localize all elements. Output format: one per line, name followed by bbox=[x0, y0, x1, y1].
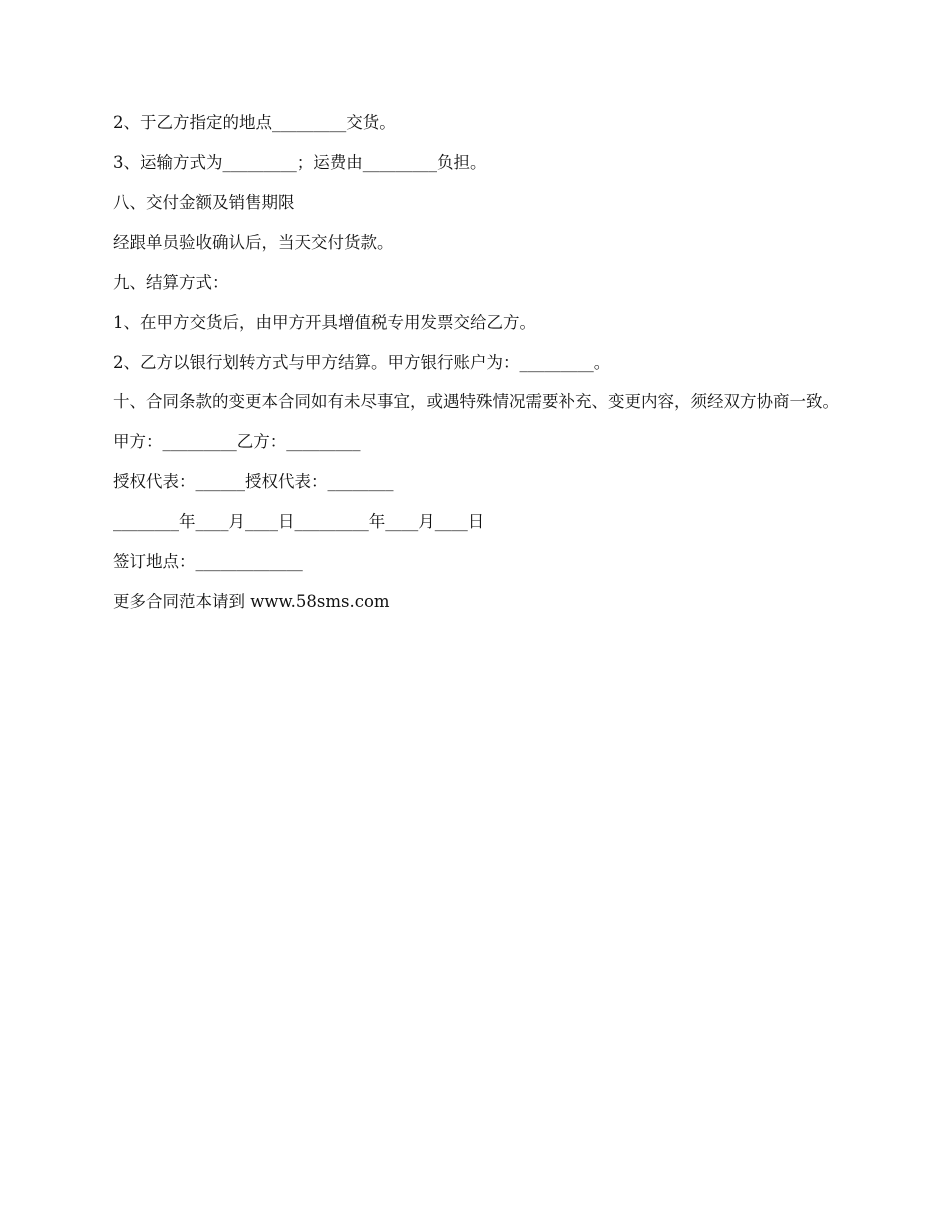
section-heading-payment: 八、交付金额及销售期限 bbox=[113, 193, 295, 212]
payment-clause: 经跟单员验收确认后，当天交付货款。 bbox=[113, 233, 394, 252]
footer-link-text: 更多合同范本请到 www.58sms.com bbox=[113, 592, 390, 611]
delivery-location-clause: 2、于乙方指定的地点_________交货。 bbox=[113, 113, 396, 132]
document-body bbox=[113, 112, 843, 631]
invoice-clause: 1、在甲方交货后，由甲方开具增值税专用发票交给乙方。 bbox=[113, 313, 536, 332]
bank-transfer-clause: 2、乙方以银行划转方式与甲方结算。甲方银行账户为：_________。 bbox=[113, 353, 611, 372]
signing-location-line: 签订地点：_____________ bbox=[113, 552, 303, 571]
section-heading-settlement: 九、结算方式： bbox=[113, 273, 229, 292]
amendment-clause: 十、合同条款的变更本合同如有未尽事宜，或遇特殊情况需要补充、变更内容，须经双方协商一致。 bbox=[113, 392, 839, 411]
party-signature-line: 甲方：_________乙方：_________ bbox=[113, 432, 361, 451]
transport-clause: 3、运输方式为_________；运费由_________负担。 bbox=[113, 153, 487, 172]
date-line: ________年____月____日_________年____月____日 bbox=[113, 512, 485, 531]
representative-signature-line: 授权代表：______授权代表：________ bbox=[113, 472, 394, 491]
